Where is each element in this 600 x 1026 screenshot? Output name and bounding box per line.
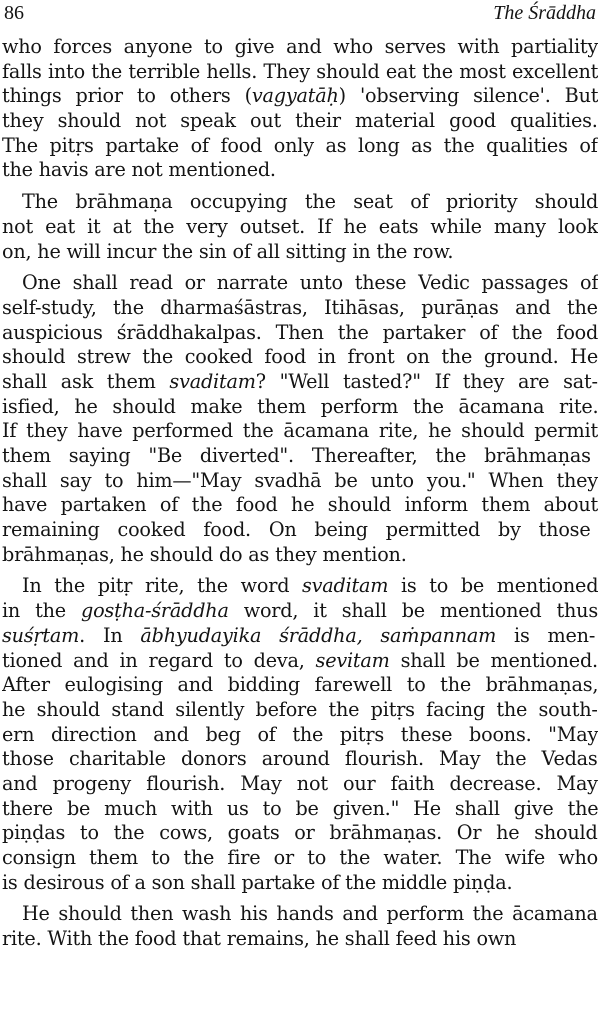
italic-term: gosṭha-śrāddha xyxy=(80,599,229,623)
text-segment: rite. With the food that remains, he shall feed his own xyxy=(2,927,517,951)
text-line xyxy=(2,419,598,444)
text-segment: In the pitṛ rite, the word xyxy=(22,574,302,598)
page-header xyxy=(2,0,598,26)
text-line xyxy=(2,821,598,846)
text-segment: should strew the cooked food in front on the ground. He xyxy=(2,345,598,369)
italic-term: ābhyudayika śrāddha, saṁpannam xyxy=(140,623,497,647)
paragraph xyxy=(2,902,598,951)
text-segment: piṇḍas to the cows, goats or brāhmaṇas. Or he should xyxy=(2,821,598,845)
paragraph xyxy=(2,574,598,895)
text-segment: word, it shall be mentioned thus xyxy=(228,599,598,623)
body-text xyxy=(2,35,598,952)
text-segment: have partaken of the food he should inform them about xyxy=(2,493,598,517)
text-line xyxy=(2,902,598,927)
text-segment: there be much with us to be given." He shall give the xyxy=(2,796,598,820)
text-segment: they should not speak out their material good qualities. xyxy=(2,109,598,133)
text-segment: The pitṛs partake of food only as long as the qualities of xyxy=(2,133,598,157)
text-line xyxy=(2,158,598,183)
text-line xyxy=(2,846,598,871)
text-line xyxy=(2,871,598,896)
paragraph-gap xyxy=(2,895,598,902)
text-line xyxy=(2,698,598,723)
text-line xyxy=(2,35,598,60)
text-segment: . In xyxy=(79,623,141,647)
text-line xyxy=(2,240,598,265)
text-segment: If they have performed the ācamana rite, he should permit xyxy=(2,419,598,443)
paragraph-gap xyxy=(2,567,598,574)
text-line xyxy=(2,772,598,797)
text-line xyxy=(2,518,598,543)
text-line xyxy=(2,134,598,159)
text-segment: he should stand silently before the pitṛs facing the south- xyxy=(2,697,598,721)
text-segment: consign them to the fire or to the water. The wife who xyxy=(2,846,598,869)
text-line xyxy=(2,649,598,674)
text-segment: The brāhmaṇa occupying the seat of priority should xyxy=(22,190,598,214)
text-segment: is men- xyxy=(496,623,596,647)
text-line xyxy=(2,321,598,346)
running-title: The Śrāddha xyxy=(493,2,596,24)
text-segment: on, he will incur the sin of all sitting in the row. xyxy=(2,239,454,263)
text-line xyxy=(2,797,598,822)
paragraph xyxy=(2,190,598,264)
text-line xyxy=(2,747,598,772)
text-segment: the havis are not mentioned. xyxy=(2,158,276,182)
text-line xyxy=(2,395,598,420)
paragraph xyxy=(2,35,598,183)
italic-term: vagyatāḥ xyxy=(251,84,339,108)
text-line xyxy=(2,215,598,240)
text-segment: isfied, he should make them perform the ācamana rite. xyxy=(2,394,598,418)
text-segment: things prior to others ( xyxy=(2,84,252,108)
text-line xyxy=(2,599,598,624)
text-segment: shall say to him—"May svadhā be unto you." When they xyxy=(2,468,598,492)
text-segment: One shall read or narrate unto these Vedic passages of xyxy=(22,271,598,295)
text-line xyxy=(2,190,598,215)
text-line xyxy=(2,444,598,469)
text-line xyxy=(2,723,598,748)
italic-term: svaditam xyxy=(302,574,389,598)
text-segment: those charitable donors around flourish. May the Vedas xyxy=(2,747,598,771)
text-line xyxy=(2,543,598,568)
text-line xyxy=(2,469,598,494)
text-segment: shall ask them xyxy=(2,369,170,393)
text-line xyxy=(2,624,598,649)
text-segment: auspicious śrāddhakalpas. Then the partaker of the food xyxy=(2,320,598,344)
text-line xyxy=(2,927,598,952)
text-segment: is to be mentioned xyxy=(388,574,598,598)
italic-term: suśṛtam xyxy=(2,623,80,647)
text-line xyxy=(2,109,598,134)
italic-term: sevitam xyxy=(315,648,390,672)
text-segment: in the xyxy=(2,599,81,623)
text-segment: falls into the terrible hells. They should eat the most excellent xyxy=(2,59,598,83)
paragraph-gap xyxy=(2,264,598,271)
text-segment: them saying "Be diverted". Thereafter, the brāhmaṇas xyxy=(2,444,591,467)
text-line xyxy=(2,84,598,109)
text-segment: not eat it at the very outset. If he eats while many look xyxy=(2,214,598,238)
text-line xyxy=(2,271,598,296)
text-line xyxy=(2,296,598,321)
text-segment: is desirous of a son shall partake of the middle piṇḍa. xyxy=(2,870,513,894)
text-segment: ern direction and beg of the pitṛs these boons. "May xyxy=(2,722,598,746)
text-line xyxy=(2,493,598,518)
text-segment: and progeny flourish. May not our faith decrease. May xyxy=(2,771,598,795)
italic-term: svaditam xyxy=(169,369,256,393)
text-segment: remaining cooked food. On being permitted by those xyxy=(2,518,591,542)
text-line xyxy=(2,370,598,395)
text-segment: self-study, the dharmaśāstras, Itihāsas, purāṇas and the xyxy=(2,295,598,319)
text-line xyxy=(2,673,598,698)
text-line xyxy=(2,60,598,85)
text-line xyxy=(2,574,598,599)
text-segment: shall be mentioned. xyxy=(389,648,598,672)
paragraph xyxy=(2,271,598,567)
text-segment: ? "Well tasted?" If they are sat- xyxy=(255,369,598,393)
page-number: 86 xyxy=(4,2,24,24)
text-line xyxy=(2,345,598,370)
text-segment: tioned and in regard to deva, xyxy=(2,648,316,672)
paragraph-gap xyxy=(2,183,598,190)
text-segment: who forces anyone to give and who serves with partiality xyxy=(2,35,598,58)
text-segment: After eulogising and bidding farewell to the brāhmaṇas, xyxy=(2,673,598,697)
text-segment: He should then wash his hands and perform the ācamana xyxy=(22,902,598,926)
text-segment: brāhmaṇas, he should do as they mention. xyxy=(2,542,407,566)
text-segment: ) 'observing silence'. But xyxy=(338,84,598,108)
